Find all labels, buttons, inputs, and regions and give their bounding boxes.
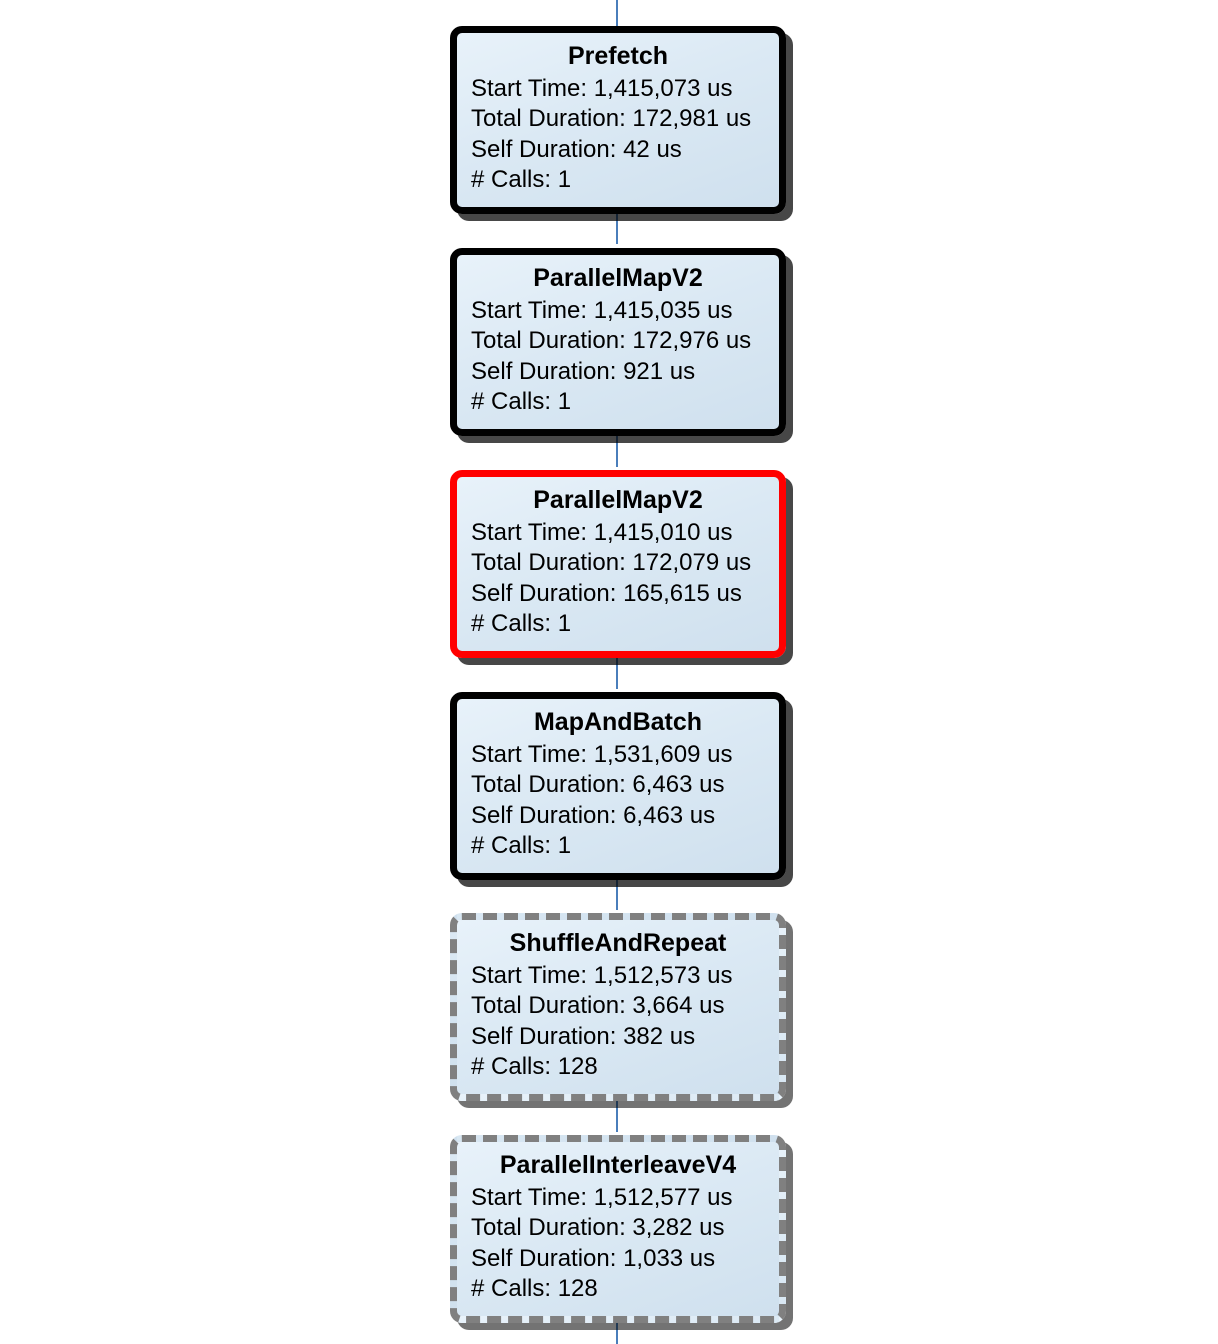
node-calls: # Calls: 128 (471, 1052, 598, 1080)
node-self-duration: Self Duration: 1,033 us (471, 1244, 716, 1272)
node-self-duration: Self Duration: 42 us (471, 135, 682, 163)
node-prefetch[interactable] (450, 26, 786, 214)
node-self-duration: Self Duration: 921 us (471, 357, 696, 385)
node-calls: # Calls: 1 (471, 387, 572, 415)
node-total-duration: Total Duration: 3,282 us (471, 1214, 725, 1242)
node-start-time: Start Time: 1,415,073 us (471, 75, 733, 103)
node-parallelmapv2-1[interactable] (450, 248, 786, 436)
node-shuffleandrepeat[interactable] (450, 913, 786, 1101)
node-calls: # Calls: 1 (471, 831, 572, 859)
node-self-duration: Self Duration: 165,615 us (471, 579, 742, 607)
node-start-time: Start Time: 1,415,010 us (471, 519, 733, 547)
node-start-time: Start Time: 1,531,609 us (471, 741, 733, 769)
node-calls: # Calls: 1 (471, 165, 572, 193)
node-self-duration: Self Duration: 382 us (471, 1022, 696, 1050)
node-start-time: Start Time: 1,415,035 us (471, 297, 733, 325)
node-total-duration: Total Duration: 3,664 us (471, 992, 725, 1020)
edge-top (616, 0, 618, 26)
node-title: ShuffleAndRepeat (509, 929, 727, 957)
edge-parallelmapv2-2-to-mapandbatch (616, 655, 618, 689)
node-title: ParallelMapV2 (533, 264, 703, 292)
node-total-duration: Total Duration: 6,463 us (471, 771, 725, 799)
edge-prefetch-to-parallelmapv2-1 (616, 210, 618, 244)
node-total-duration: Total Duration: 172,079 us (471, 549, 752, 577)
edge-mapandbatch-to-shuffleandrepeat (616, 876, 618, 910)
node-total-duration: Total Duration: 172,976 us (471, 327, 752, 355)
node-title: Prefetch (567, 42, 669, 70)
node-mapandbatch[interactable] (450, 692, 786, 880)
edge-parallelmapv2-1-to-parallelmapv2-2 (616, 433, 618, 467)
node-self-duration: Self Duration: 6,463 us (471, 801, 716, 829)
node-calls: # Calls: 128 (471, 1274, 598, 1302)
node-start-time: Start Time: 1,512,577 us (471, 1184, 733, 1212)
node-parallelmapv2-2-selected[interactable] (450, 470, 786, 658)
node-title: ParallelInterleaveV4 (499, 1151, 737, 1179)
node-calls: # Calls: 1 (471, 609, 572, 637)
edge-shuffleandrepeat-to-parallelinterleavev4 (616, 1098, 618, 1132)
node-title: ParallelMapV2 (533, 486, 703, 514)
node-parallelinterleavev4[interactable] (450, 1135, 786, 1323)
node-title: MapAndBatch (533, 708, 703, 736)
node-total-duration: Total Duration: 172,981 us (471, 105, 752, 133)
edge-bottom (616, 1320, 618, 1344)
node-start-time: Start Time: 1,512,573 us (471, 962, 733, 990)
